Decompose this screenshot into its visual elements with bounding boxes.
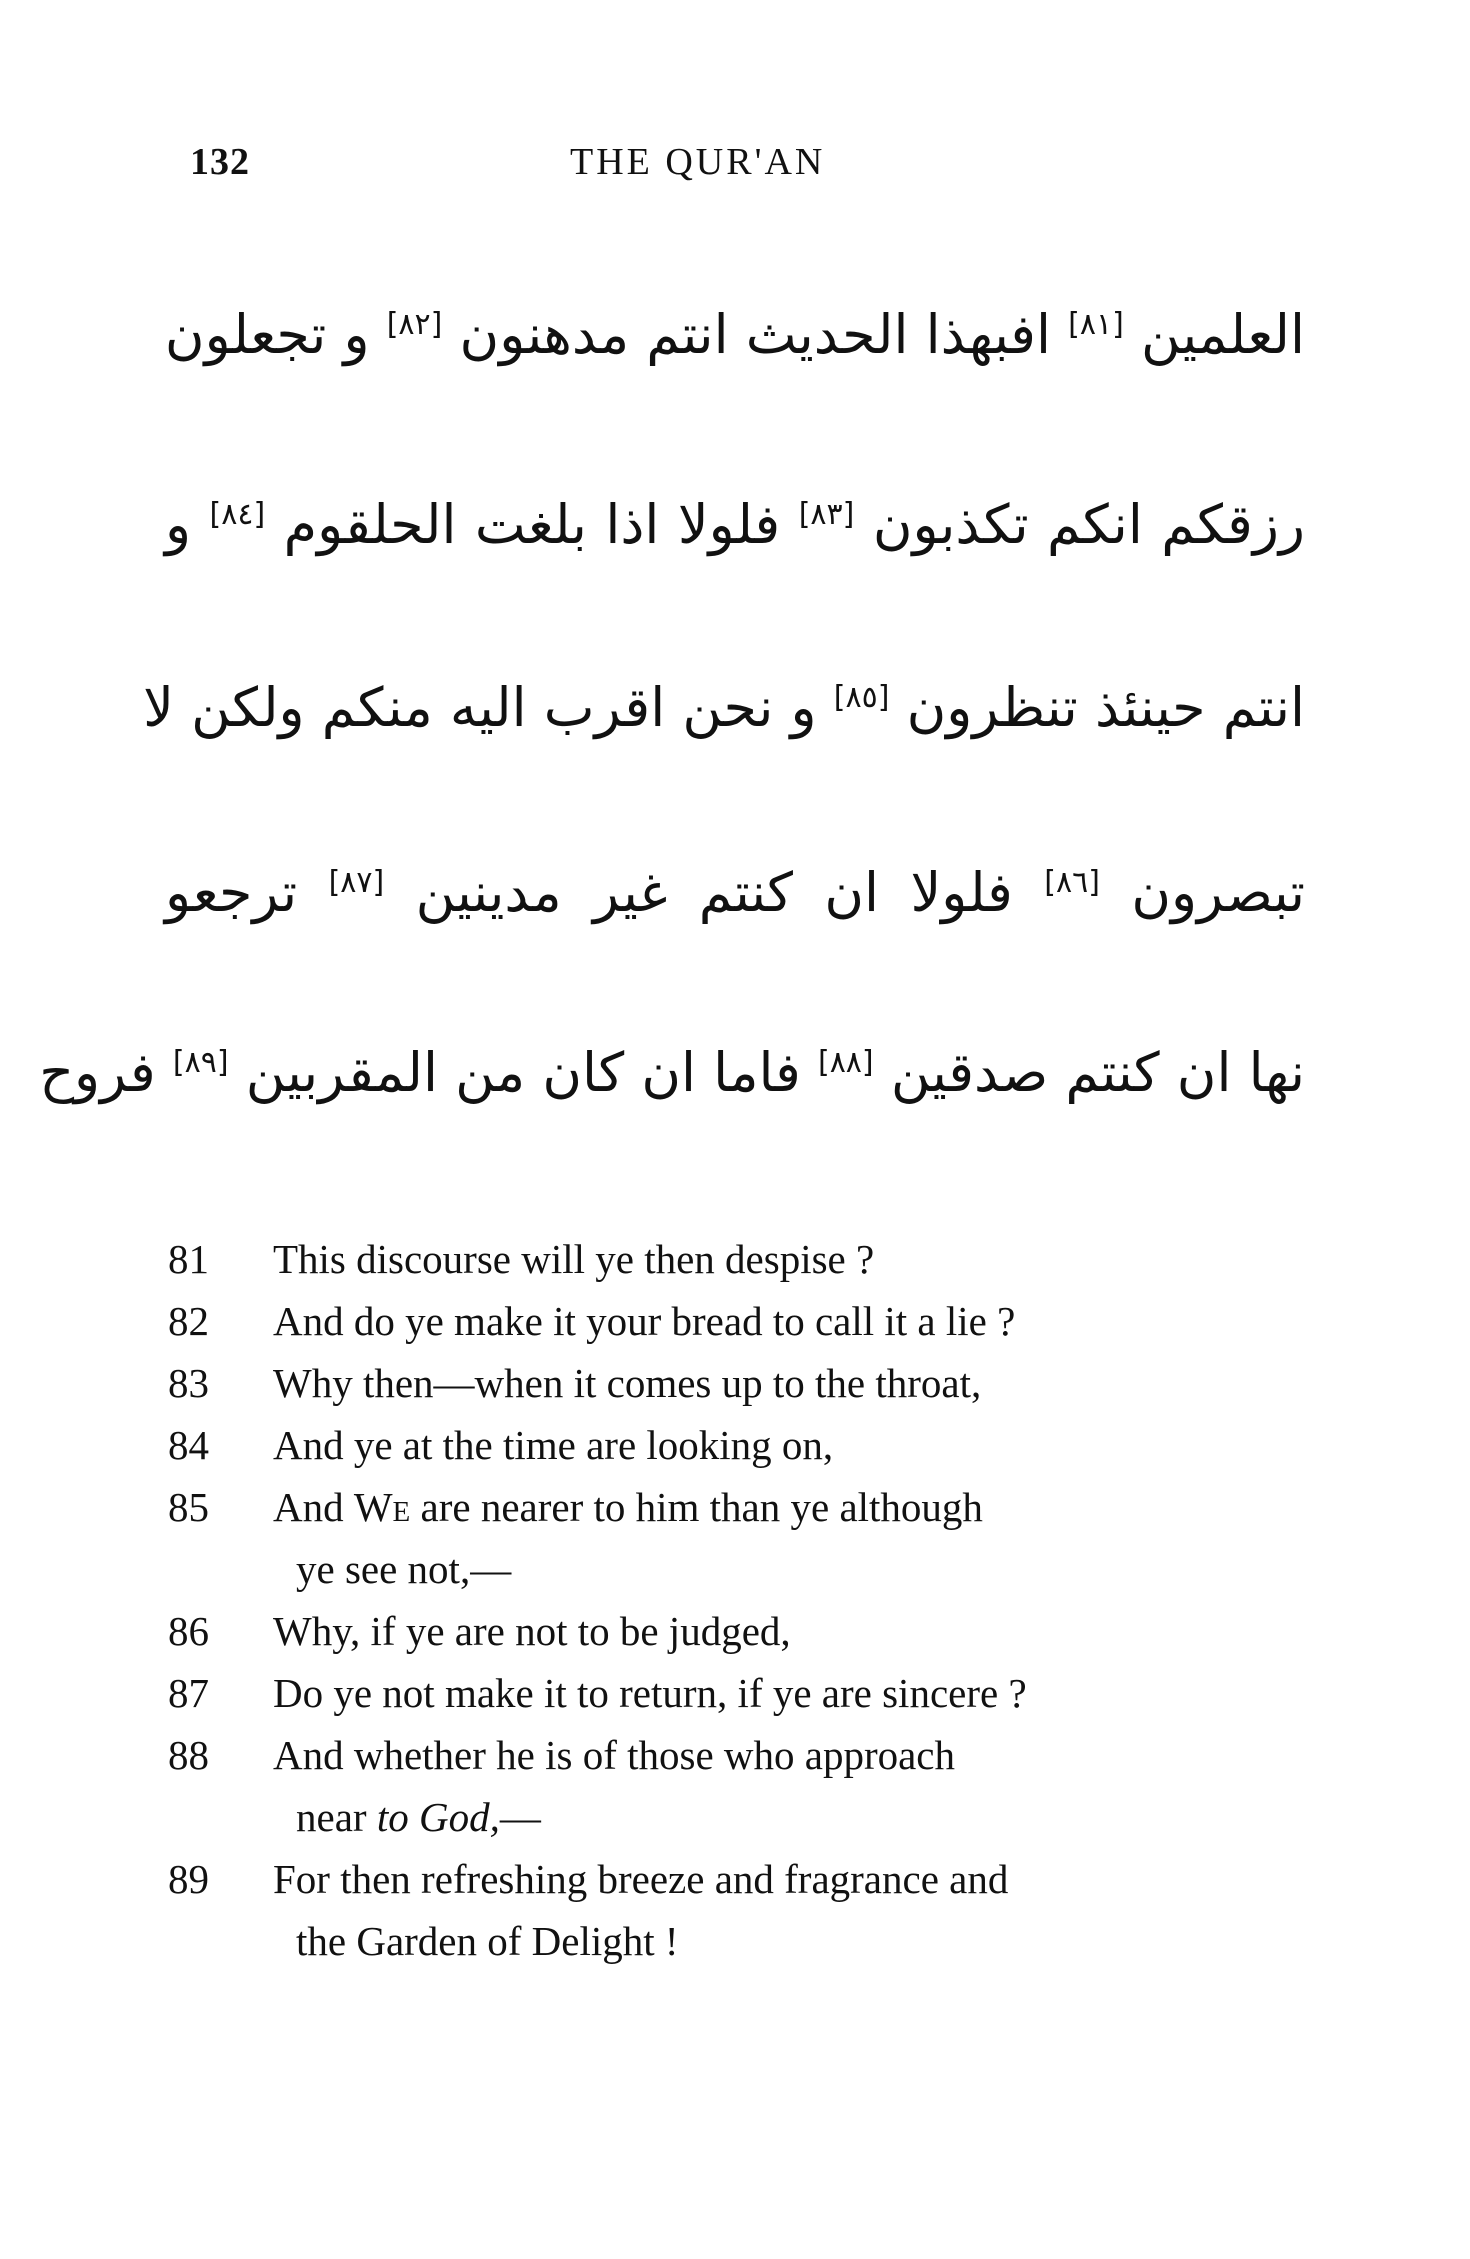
arabic-text: لا	[143, 676, 174, 739]
verse-87	[168, 1662, 1293, 1724]
running-title: THE QUR'AN	[570, 141, 826, 183]
verse-number: 86	[168, 1608, 209, 1654]
verse-number: 89	[168, 1856, 209, 1902]
arabic-line-3	[143, 635, 1305, 785]
verse-marker: [٨٥]	[833, 680, 890, 715]
verse-text: For then refreshing breeze and fragrance and	[273, 1856, 1009, 1902]
verse-marker: [٨٨]	[817, 1045, 874, 1080]
verse-marker: [٨٩]	[172, 1045, 229, 1080]
verse-text-part: are nearer to him than ye although	[410, 1484, 983, 1530]
verse-text: Do ye not make it to return, if ye are sincere ?	[273, 1670, 1027, 1716]
verse-text-part: —	[499, 1794, 541, 1840]
arabic-text: انتم حينئذ تنظرون	[906, 676, 1305, 739]
verse-marker: [٨٤]	[209, 497, 266, 532]
verse-81	[168, 1228, 1293, 1290]
verse-continuation: the Garden of Delight !	[296, 1918, 679, 1964]
arabic-text: فلولا ان كنتم غير مدينين	[415, 861, 1013, 924]
verse-84	[168, 1414, 1293, 1476]
verse-marker: [٨٣]	[798, 497, 855, 532]
arabic-text: تبصرون	[1131, 861, 1306, 924]
arabic-text: فروح	[39, 1041, 156, 1104]
arabic-text: العلمين	[1140, 303, 1305, 366]
verse-text: Why then—when it comes up to the throat,	[273, 1360, 982, 1406]
verse-text-part: And	[273, 1484, 354, 1530]
verse-82	[168, 1290, 1293, 1352]
arabic-text: رزقكم انكم تكذبون	[872, 493, 1306, 556]
verse-text	[273, 1476, 1293, 1538]
arabic-text: فلولا اذا بلغت الحلقوم	[283, 493, 781, 556]
verse-text-part: near	[296, 1794, 377, 1840]
verse-85	[168, 1476, 1293, 1600]
verse-86	[168, 1600, 1293, 1662]
verse-number: 85	[168, 1484, 209, 1530]
arabic-text: نها ان كنتم صدقين	[890, 1041, 1305, 1104]
arabic-text: و نحن اقرب اليه منكم ولكن	[191, 676, 817, 739]
arabic-line-1	[165, 262, 1305, 412]
page-header	[190, 140, 1290, 200]
verse-marker: [٨٦]	[1044, 865, 1100, 900]
arabic-line-2	[165, 452, 1305, 602]
arabic-line-5	[39, 1000, 1305, 1150]
verse-text: And whether he is of those who approach	[273, 1732, 956, 1778]
arabic-text: فاما ان كان من المقربين	[245, 1041, 801, 1104]
verse-88	[168, 1724, 1293, 1848]
verse-text: And ye at the time are looking on,	[273, 1422, 834, 1468]
verse-number: 81	[168, 1236, 209, 1282]
verse-text: And do ye make it your bread to call it a lie ?	[273, 1298, 1016, 1344]
verse-89	[168, 1848, 1293, 1972]
arabic-text: و تجعلون	[164, 303, 370, 366]
verse-number: 84	[168, 1422, 209, 1468]
arabic-line-4	[165, 820, 1305, 970]
verse-marker: [٨١]	[1068, 307, 1124, 342]
verse-marker: [٨٧]	[328, 865, 385, 900]
verse-83	[168, 1352, 1293, 1414]
verse-number: 83	[168, 1360, 209, 1406]
verse-text: Why, if ye are not to be judged,	[273, 1608, 791, 1654]
italic-phrase: to God,	[376, 1794, 500, 1840]
arabic-text: ترجعو	[165, 861, 298, 924]
verse-marker: [٨٢]	[386, 307, 443, 342]
verse-continuation	[296, 1786, 1293, 1848]
verse-number: 88	[168, 1732, 209, 1778]
verse-continuation: ye see not,—	[296, 1546, 512, 1592]
verse-text: This discourse will ye then despise ?	[273, 1236, 875, 1282]
page-number: 132	[190, 141, 250, 183]
verse-number: 87	[168, 1670, 209, 1716]
english-translation	[168, 1228, 1293, 1972]
verse-number: 82	[168, 1298, 209, 1344]
arabic-text: و	[165, 493, 192, 556]
arabic-text: افبهذا الحديث انتم مدهنون	[459, 303, 1051, 366]
divine-pronoun: We	[353, 1484, 411, 1530]
